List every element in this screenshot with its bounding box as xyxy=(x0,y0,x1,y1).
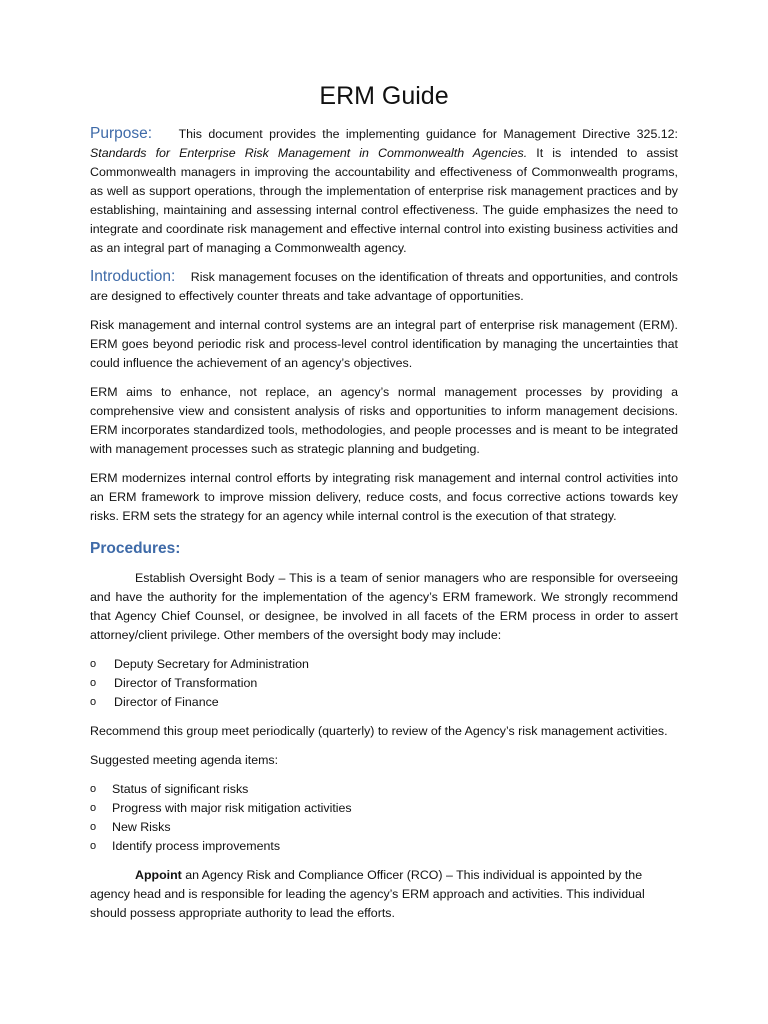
oversight-paragraph: Establish Oversight Body – This is a team of senior managers who are responsible for overseeing and have the authority for the implementation of the agency’s ERM framework. We strongly recommend that Agency Chief Counsel, or designee, be involved in all facets of the ERM process in order to assert attorney/client privilege. Other members of the oversight body may include: xyxy=(90,571,678,642)
list-item: o Deputy Secretary for Administration xyxy=(90,655,678,674)
list-item: o Director of Finance xyxy=(90,693,678,712)
introduction-paragraph xyxy=(90,267,678,306)
purpose-text-b: It is intended to assist Commonwealth managers in improving the accountability and effectiveness of Commonwealth programs, as well as support operations, through the implementation of enterprise risk management practices and by establishing, maintaining and assessing internal control effectiveness. The guide emphasizes the need to integrate and coordinate risk management and effective internal control into existing business activities and as an integral part of managing a Commonwealth agency. xyxy=(90,146,678,255)
agenda-label: Suggested meeting agenda items: xyxy=(90,753,279,767)
recommend-paragraph: Recommend this group meet periodically (quarterly) to review of the Agency’s risk management activities. xyxy=(90,724,668,738)
circle-bullet-icon: o xyxy=(90,840,97,852)
appoint-text: an Agency Risk and Compliance Officer (RCO) – This individual is appointed by the agency head and is responsible for leading the agency’s ERM approach and activities. This individual should possess appropriate authority to lead the efforts. xyxy=(90,868,645,920)
list-item: o New Risks xyxy=(90,818,678,837)
appoint-label: Appoint xyxy=(135,868,182,882)
introduction-text: Risk management focuses on the identification of threats and opportunities, and controls are designed to effectively counter threats and take advantage of opportunities. xyxy=(90,270,678,303)
purpose-text-a: This document provides the implementing guidance for Management Directive 325.12: xyxy=(178,127,679,141)
list-item: o Progress with major risk mitigation activities xyxy=(90,799,678,818)
circle-bullet-icon: o xyxy=(90,783,97,795)
purpose-heading: Purpose: xyxy=(90,125,153,142)
purpose-directive-title: Standards for Enterprise Risk Management in Commonwealth Agencies. xyxy=(90,146,528,160)
circle-bullet-icon: o xyxy=(90,677,97,689)
erm-modernizes-paragraph: ERM modernizes internal control efforts by integrating risk management and internal control activities into an ERM framework to improve mission delivery, reduce costs, and focus corrective actions towards key risks. ERM sets the strategy for an agency while internal control is the execution of that strategy. xyxy=(90,471,678,523)
circle-bullet-icon: o xyxy=(90,802,97,814)
oversight-members-list xyxy=(90,655,678,712)
erm-integral-paragraph: Risk management and internal control systems are an integral part of enterprise risk management (ERM). ERM goes beyond periodic risk and process-level control identification by managing the uncertainties that could influence the achievement of an agency’s objectives. xyxy=(90,318,678,370)
purpose-paragraph xyxy=(90,124,678,258)
circle-bullet-icon: o xyxy=(90,658,97,670)
agenda-items-list xyxy=(90,780,678,856)
circle-bullet-icon: o xyxy=(90,821,97,833)
list-item: o Status of significant risks xyxy=(90,780,678,799)
document-title: ERM Guide xyxy=(319,82,449,110)
introduction-heading: Introduction: xyxy=(90,268,176,285)
procedures-heading: Procedures: xyxy=(90,540,181,557)
list-item: o Identify process improvements xyxy=(90,837,678,856)
appoint-paragraph xyxy=(90,866,678,923)
circle-bullet-icon: o xyxy=(90,696,97,708)
erm-aims-paragraph: ERM aims to enhance, not replace, an agency’s normal management processes by providing a comprehensive view and consistent analysis of risks and opportunities to inform management decisions. ERM incorporates standardized tools, methodologies, and people processes and is meant to be integrated with management processes such as strategic planning and budgeting. xyxy=(90,385,678,456)
list-item: o Director of Transformation xyxy=(90,674,678,693)
